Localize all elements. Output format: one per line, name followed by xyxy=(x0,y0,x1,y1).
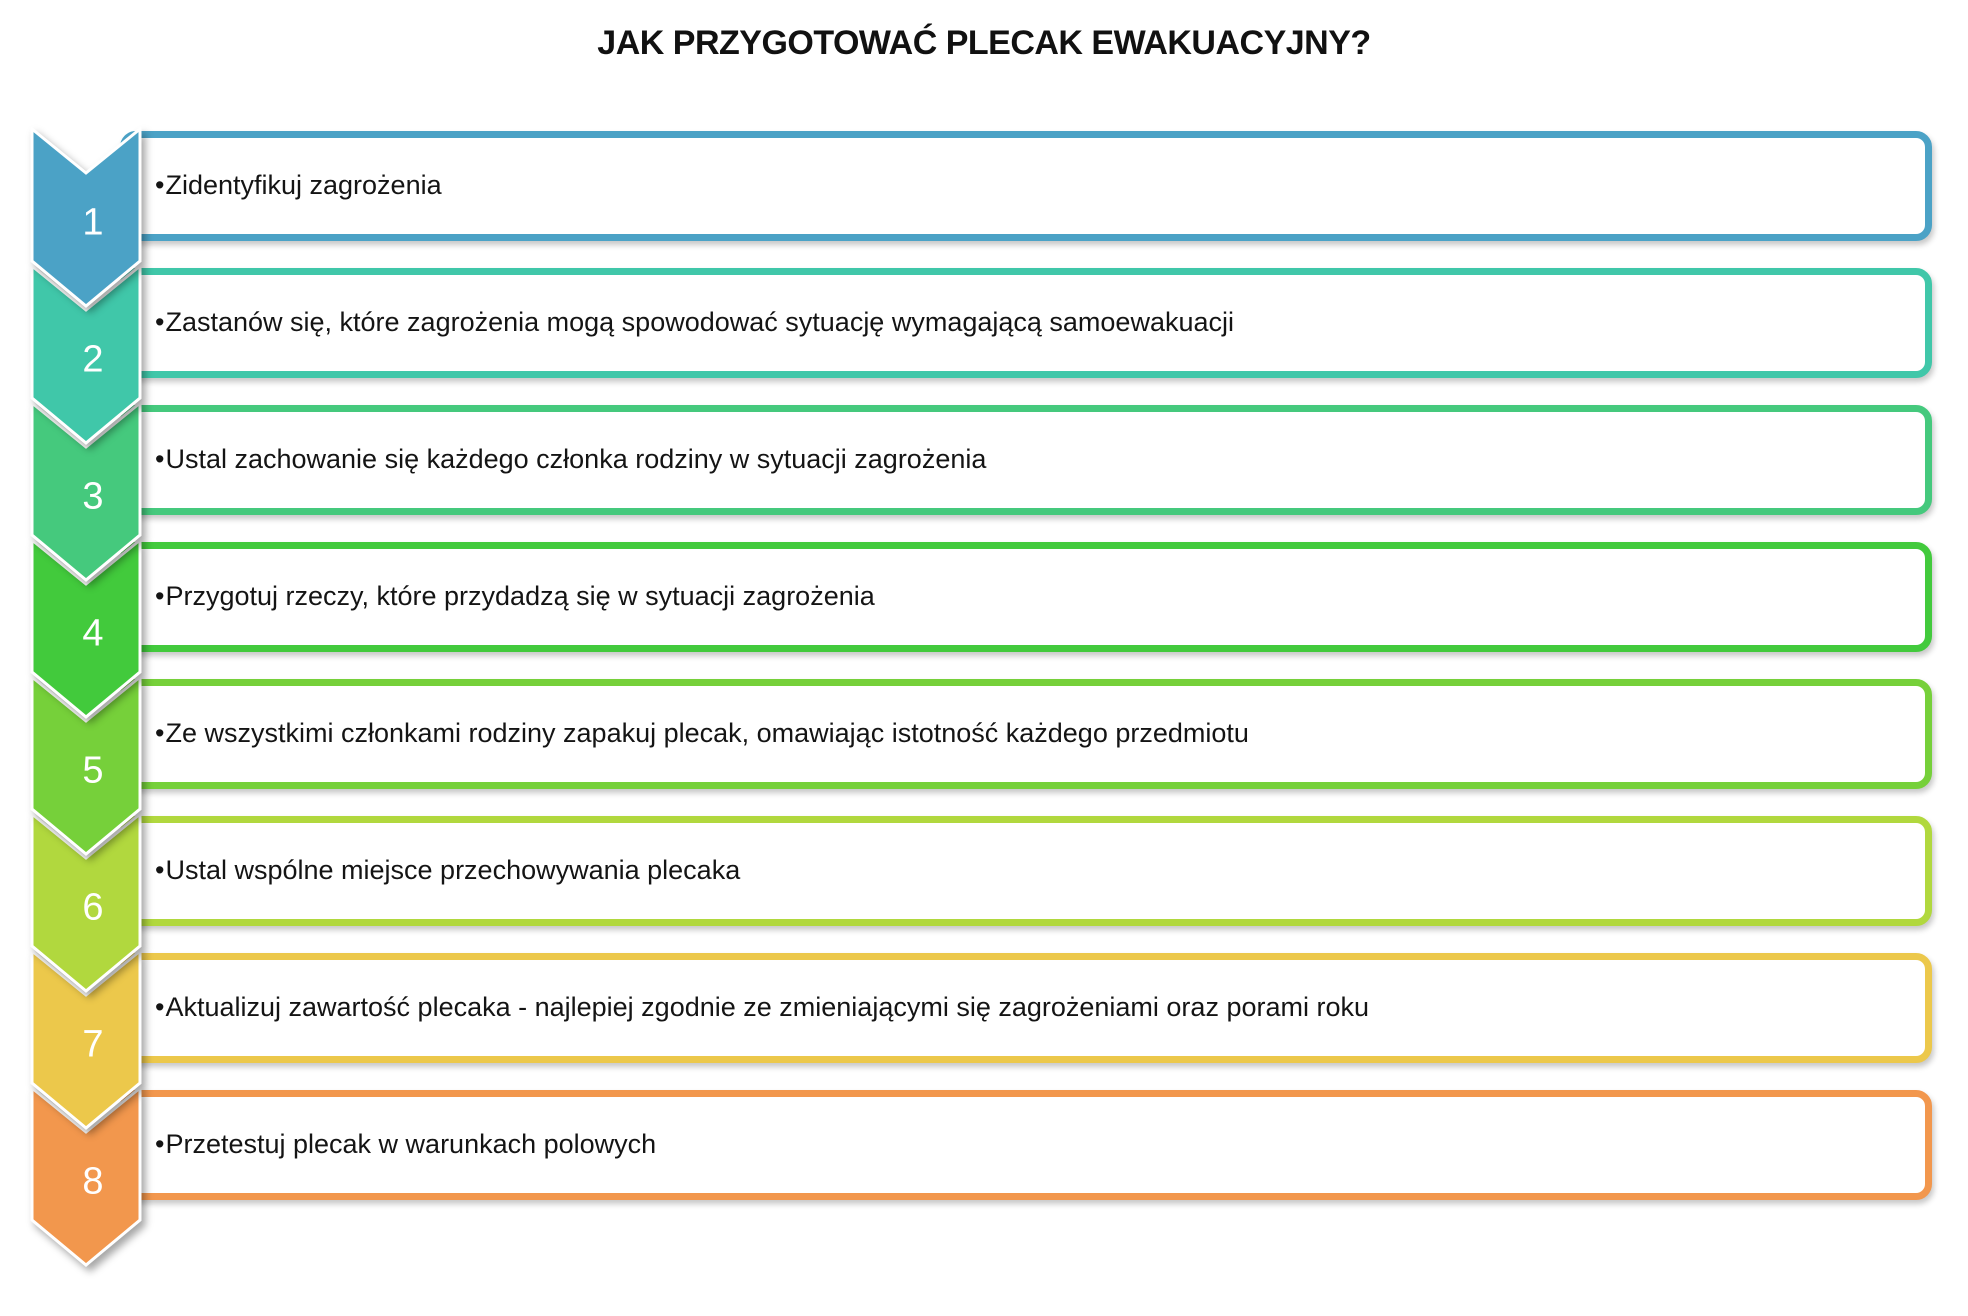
step-label: Zidentyfikuj zagrożenia xyxy=(165,170,442,201)
step-label: Ze wszystkimi członkami rodziny zapakuj plecak, omawiając istotność każdego przedmiotu xyxy=(165,718,1249,749)
step-label: Ustal wspólne miejsce przechowywania plecaka xyxy=(165,855,741,886)
step-label: Aktualizuj zawartość plecaka - najlepiej zgodnie ze zmieniającymi się zagrożeniami oraz porami roku xyxy=(165,992,1369,1023)
bullet-marker: • xyxy=(155,855,165,886)
bullet-marker: • xyxy=(155,170,165,201)
step-number: 3 xyxy=(82,475,104,518)
step-number: 8 xyxy=(82,1160,104,1203)
step-number: 1 xyxy=(82,201,104,244)
step-text xyxy=(155,307,1234,338)
step-label: Przygotuj rzeczy, które przydadzą się w sytuacji zagrożenia xyxy=(165,581,875,612)
step-label: Przetestuj plecak w warunkach polowych xyxy=(165,1129,657,1160)
bullet-marker: • xyxy=(155,1129,165,1160)
step-text xyxy=(155,170,442,201)
step-text xyxy=(155,718,1249,749)
step-number: 2 xyxy=(82,338,104,381)
step-text xyxy=(155,855,740,886)
step-label: Zastanów się, które zagrożenia mogą spowodować sytuację wymagającą samoewakuacji xyxy=(165,307,1234,338)
step-text xyxy=(155,992,1369,1023)
step-arrow xyxy=(30,127,142,308)
step-text xyxy=(155,444,986,475)
bullet-marker: • xyxy=(155,992,165,1023)
step-number: 7 xyxy=(82,1023,104,1066)
bullet-marker: • xyxy=(155,307,165,338)
step-box xyxy=(120,131,1932,241)
page-title: JAK PRZYGOTOWAĆ PLECAK EWAKUACYJNY? xyxy=(597,24,1371,62)
step-number: 6 xyxy=(82,886,104,929)
step-number: 5 xyxy=(82,749,104,792)
step-label: Ustal zachowanie się każdego członka rodziny w sytuacji zagrożenia xyxy=(165,444,987,475)
step-number: 4 xyxy=(82,612,104,655)
step-text xyxy=(155,581,875,612)
bullet-marker: • xyxy=(155,581,165,612)
bullet-marker: • xyxy=(155,444,165,475)
bullet-marker: • xyxy=(155,718,165,749)
step-row xyxy=(0,127,1968,308)
step-text xyxy=(155,1129,656,1160)
